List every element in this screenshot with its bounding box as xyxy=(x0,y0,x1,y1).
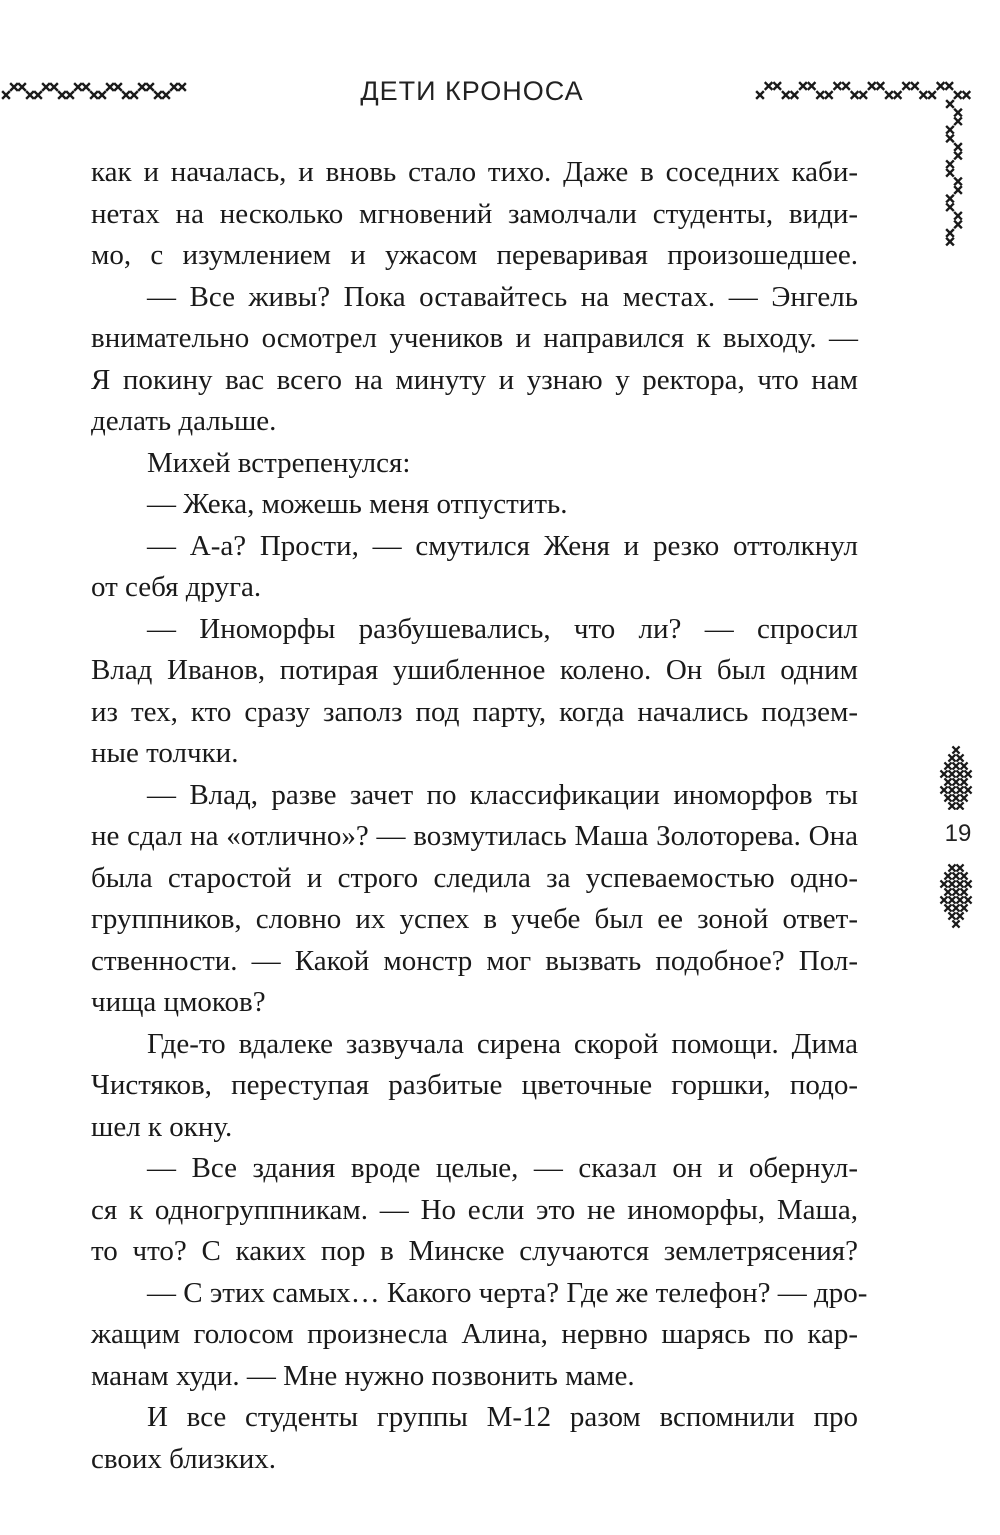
page-number: 19 xyxy=(944,820,972,847)
cross-stitch-mark xyxy=(949,897,955,903)
text-line: — Все здания вроде целые, — сказал он и обернул- xyxy=(147,1152,858,1184)
cross-stitch-mark xyxy=(817,92,823,98)
text-line: своих близких. xyxy=(91,1442,276,1475)
text-line: из тех, кто сразу заполз под парту, когда начались подзем- xyxy=(91,695,858,728)
cross-stitch-mark xyxy=(953,795,959,801)
cross-stitch-mark xyxy=(947,101,953,107)
cross-stitch-mark xyxy=(965,771,971,777)
cross-stitch-mark xyxy=(860,92,866,98)
cross-stitch-mark xyxy=(843,83,849,89)
text-line: мо, с изумлением и ужасом переваривая произошедшее. xyxy=(91,239,858,271)
cross-stitch-mark xyxy=(947,170,953,176)
text-line: И все студенты группы М-12 разом вспомнили про xyxy=(147,1401,858,1433)
text-line: делать дальше. xyxy=(91,405,277,437)
cross-stitch-mark xyxy=(757,92,763,98)
text-line: манам худи. — Мне нужно позвонить маме. xyxy=(91,1359,635,1392)
text-line: — А-а? Прости, — смутился Женя и резко оттолкнул xyxy=(147,529,858,562)
cross-stitch-mark xyxy=(945,779,951,785)
cross-stitch-mark xyxy=(957,755,963,761)
text-line: группников, словно их успех в учебе был ее зоной ответ- xyxy=(91,903,858,935)
cross-stitch-mark xyxy=(912,83,918,89)
text-line: Михей встрепенулся: xyxy=(147,446,411,479)
text-line: — Жека, можешь меня отпустить. xyxy=(147,488,568,520)
text-line: ся к одногруппникам. — Но если это не иноморфы, Маша, xyxy=(91,1193,858,1226)
cross-stitch-mark xyxy=(826,92,832,98)
text-line: жащим голосом произнесла Алина, нервно шарясь по кар- xyxy=(91,1318,858,1350)
cross-stitch-mark xyxy=(961,763,967,769)
cross-stitch-mark xyxy=(949,865,955,871)
text-line: Где-то вдалеке зазвучала сирена скорой помощи. Дима xyxy=(147,1027,858,1060)
running-head: ДЕТИ КРОНОСА xyxy=(360,76,584,106)
cross-stitch-mark xyxy=(955,144,961,150)
text-line: шел к окну. xyxy=(91,1110,233,1143)
cross-stitch-mark xyxy=(957,787,963,793)
text-line: Влад Иванов, потирая ушибленное колено. Он был одним xyxy=(91,654,858,686)
cross-stitch-mark xyxy=(953,889,959,895)
text-line: от себя друга. xyxy=(91,571,262,603)
cross-stitch-mark xyxy=(877,83,883,89)
cross-stitch-mark xyxy=(947,127,953,133)
cross-stitch-mark xyxy=(957,865,963,871)
cross-stitch-mark xyxy=(941,771,947,777)
cross-stitch-mark xyxy=(947,196,953,202)
cross-stitch-mark xyxy=(945,795,951,801)
cross-stitch-mark xyxy=(955,110,961,116)
cross-stitch-mark xyxy=(929,92,935,98)
cross-stitch-mark xyxy=(957,803,963,809)
cross-stitch-mark xyxy=(955,92,961,98)
text-line: то что? С каких пор в Минске случаются землетрясения? xyxy=(91,1235,858,1267)
cross-stitch-mark xyxy=(965,787,971,793)
cross-stitch-mark xyxy=(949,787,955,793)
cross-stitch-mark xyxy=(895,92,901,98)
cross-stitch-mark xyxy=(869,83,875,89)
text-line: — Влад, разве зачет по классификации иноморфов ты xyxy=(147,778,858,811)
cross-stitch-mark xyxy=(955,178,961,184)
cross-stitch-mark xyxy=(903,83,909,89)
text-line: ные толчки. xyxy=(91,737,239,769)
cross-stitch-mark xyxy=(941,787,947,793)
text-line: ственности. — Какой монстр мог вызвать подобное? Пол- xyxy=(91,944,858,977)
text-line: была старостой и строго следила за успеваемостью одно- xyxy=(91,861,858,894)
cross-stitch-mark xyxy=(941,881,947,887)
cross-stitch-mark xyxy=(949,771,955,777)
cross-stitch-mark xyxy=(774,83,780,89)
cross-stitch-mark xyxy=(766,83,772,89)
cross-stitch-mark xyxy=(834,83,840,89)
cross-stitch-mark xyxy=(945,889,951,895)
cross-stitch-mark xyxy=(953,873,959,879)
cross-stitch-mark xyxy=(800,83,806,89)
cross-stitch-mark xyxy=(953,763,959,769)
cross-stitch-mark xyxy=(949,881,955,887)
text-line: как и началась, и вновь стало тихо. Даже в соседних каби- xyxy=(91,156,858,188)
cross-stitch-mark xyxy=(957,913,963,919)
cross-stitch-mark xyxy=(953,921,959,927)
text-line: чища цмоков? xyxy=(91,986,266,1018)
body-text xyxy=(91,152,868,1480)
text-line: не сдал на «отлично»? — возмутилась Маша Золоторева. Она xyxy=(91,820,858,852)
cross-stitch-mark xyxy=(947,204,953,210)
cross-stitch-mark xyxy=(949,803,955,809)
cross-stitch-mark xyxy=(957,881,963,887)
cross-stitch-diamond-lower-ornament xyxy=(928,862,984,932)
text-line: — С этих самых… Какого черта? Где же телефон? — дро- xyxy=(147,1276,868,1309)
cross-stitch-mark xyxy=(955,153,961,159)
cross-stitch-mark xyxy=(945,873,951,879)
cross-stitch-mark xyxy=(957,897,963,903)
text-line: Чистяков, переступая разбитые цветочные горшки, подо- xyxy=(91,1069,858,1101)
text-line: — Все живы? Пока оставайтесь на местах. — Энгель xyxy=(147,280,858,313)
cross-stitch-mark xyxy=(955,221,961,227)
text-line: Я покину вас всего на минуту и узнаю у ректора, что нам xyxy=(91,363,858,396)
cross-stitch-mark xyxy=(945,763,951,769)
cross-stitch-mark xyxy=(941,897,947,903)
cross-stitch-diamond-upper-ornament xyxy=(928,744,984,810)
cross-stitch-mark xyxy=(947,161,953,167)
cross-stitch-mark xyxy=(961,905,967,911)
cross-stitch-mark xyxy=(783,92,789,98)
cross-stitch-mark xyxy=(809,83,815,89)
cross-stitch-mark xyxy=(955,213,961,219)
text-line: нетах на несколько мгновений замолчали студенты, види- xyxy=(91,197,858,230)
cross-stitch-mark xyxy=(947,239,953,245)
cross-stitch-mark xyxy=(953,747,959,753)
cross-stitch-mark xyxy=(945,905,951,911)
cross-stitch-mark xyxy=(938,83,944,89)
cross-stitch-mark xyxy=(791,92,797,98)
cross-stitch-mark xyxy=(920,92,926,98)
cross-stitch-mark xyxy=(963,92,969,98)
cross-stitch-mark xyxy=(965,881,971,887)
cross-stitch-mark xyxy=(961,889,967,895)
cross-stitch-mark xyxy=(965,897,971,903)
cross-stitch-mark xyxy=(961,873,967,879)
cross-stitch-mark xyxy=(947,135,953,141)
cross-stitch-mark xyxy=(957,771,963,777)
text-line: — Иноморфы разбушевались, что ли? — спросил xyxy=(147,612,858,645)
cross-stitch-mark xyxy=(961,779,967,785)
cross-stitch-mark xyxy=(961,795,967,801)
cross-stitch-mark xyxy=(953,905,959,911)
cross-stitch-mark xyxy=(946,83,952,89)
cross-stitch-mark xyxy=(949,913,955,919)
cross-stitch-mark xyxy=(949,755,955,761)
cross-stitch-mark xyxy=(955,118,961,124)
cross-stitch-mark xyxy=(852,92,858,98)
cross-stitch-mark xyxy=(947,230,953,236)
cross-stitch-mark xyxy=(886,92,892,98)
cross-stitch-mark xyxy=(955,187,961,193)
cross-stitch-mark xyxy=(953,779,959,785)
text-line: внимательно осмотрел учеников и направился к выходу. — xyxy=(91,322,858,354)
